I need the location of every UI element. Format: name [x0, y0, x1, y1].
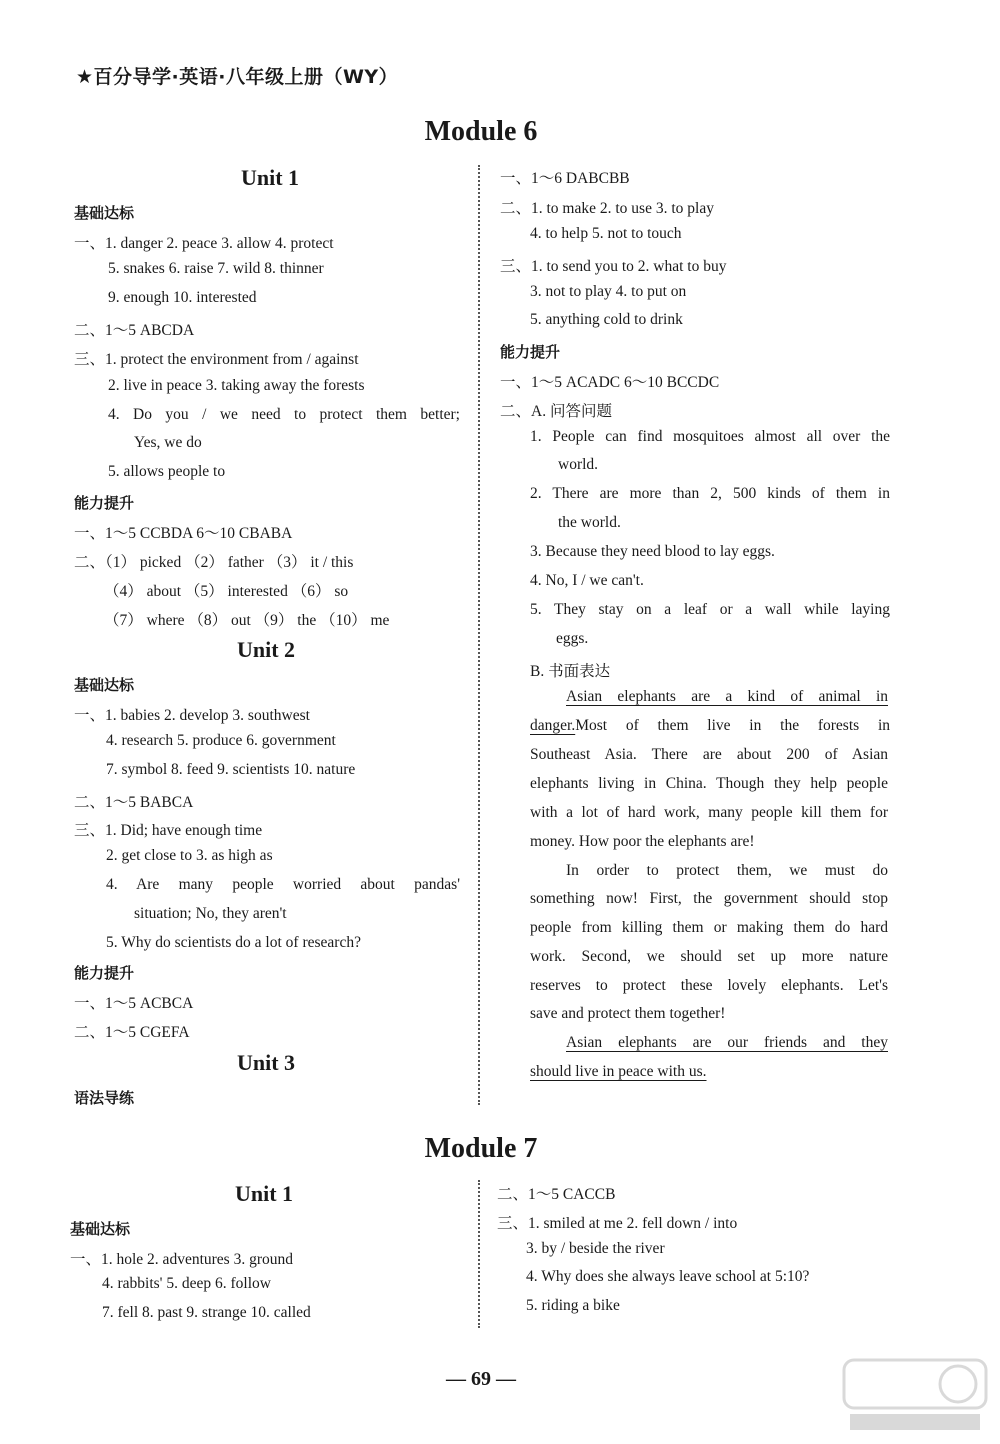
- answer-line: 一、1～5 CCBDA 6～10 CBABA: [74, 525, 293, 542]
- answer-line: 二、1～5 CGEFA: [74, 1024, 190, 1041]
- essay-line-split: [530, 717, 890, 735]
- answer-line: 4. research 5. produce 6. government: [106, 732, 336, 749]
- answer-line: 三、1. protect the environment from / against: [74, 351, 359, 368]
- answer-line: 二、A. 问答问题: [500, 403, 612, 420]
- page-number: — 69 —: [446, 1368, 516, 1390]
- answer-line: （4） about （5） interested （6） so: [104, 583, 349, 600]
- answer-line: 4. No, I / we can't.: [530, 572, 644, 589]
- answer-line: 4. Why does she always leave school at 5:10?: [526, 1268, 810, 1285]
- answer-line: 7. fell 8. past 9. strange 10. called: [102, 1304, 311, 1321]
- essay-line: people from killing them or making them do hard: [530, 919, 888, 936]
- essay-line: work. Second, we should set up more nature: [530, 948, 888, 965]
- essay-line: with a lot of hard work, many people kill them for: [530, 804, 888, 821]
- answer-line: 二、1. to make 2. to use 3. to play: [500, 200, 714, 217]
- answer-line: 9. enough 10. interested: [108, 289, 257, 306]
- watermark-logo-icon: [840, 1356, 990, 1436]
- section-basic: 基础达标: [74, 676, 135, 694]
- essay-line: save and protect them together!: [530, 1005, 726, 1022]
- essay-line: should live in peace with us.: [530, 1063, 707, 1080]
- answer-line: 2. get close to 3. as high as: [106, 847, 273, 864]
- unit-1-title: Unit 1: [240, 165, 300, 190]
- section-ability: 能力提升: [74, 494, 135, 512]
- answer-line: 二、1～5 BABCA: [74, 794, 194, 811]
- answer-line: 2. live in peace 3. taking away the forests: [108, 377, 365, 394]
- section-ability: 能力提升: [500, 343, 561, 361]
- answer-line: 7. symbol 8. feed 9. scientists 10. nature: [106, 761, 356, 778]
- section-basic: 基础达标: [74, 204, 135, 222]
- unit-1-title: Unit 1: [234, 1181, 294, 1206]
- answer-line: 一、1～6 DABCBB: [500, 170, 630, 187]
- essay-line: something now! First, the government should stop: [530, 890, 888, 907]
- answer-line: 5. They stay on a leaf or a wall while laying: [530, 601, 890, 618]
- section-basic: 基础达标: [70, 1220, 131, 1238]
- essay-line: money. How poor the elephants are!: [530, 833, 755, 850]
- answer-line: 一、1. babies 2. develop 3. southwest: [74, 707, 310, 724]
- essay-line: elephants living in China. Though they help people: [530, 775, 888, 792]
- answer-line: 一、1. danger 2. peace 3. allow 4. protect: [74, 235, 334, 252]
- column-divider: [478, 165, 480, 1105]
- answer-line: 二、（1） picked （2） father （3） it / this: [74, 554, 354, 571]
- answer-line: 二、1～5 ABCDA: [74, 322, 195, 339]
- module-6-title: Module 6: [424, 116, 538, 147]
- section-ability: 能力提升: [74, 964, 135, 982]
- section-grammar: 语法导练: [74, 1089, 135, 1107]
- answer-line: 5. Why do scientists do a lot of research?: [106, 934, 361, 951]
- answer-line: 5. allows people to: [108, 463, 226, 480]
- column-divider: [478, 1180, 480, 1328]
- answer-line: 2. There are more than 2, 500 kinds of them in: [530, 485, 890, 502]
- essay-line: reserves to protect these lovely elephants. Let's: [530, 977, 888, 994]
- answer-line: 4. Do you / we need to protect them better;: [108, 406, 460, 423]
- answer-line: 4. to help 5. not to touch: [530, 225, 682, 242]
- answer-line: B. 书面表达: [530, 663, 611, 680]
- answer-line: 一、1～5 ACBCA: [74, 995, 194, 1012]
- essay-line: In order to protect them, we must do: [566, 862, 888, 879]
- unit-2-title: Unit 2: [236, 637, 296, 662]
- answer-line: 三、1. smiled at me 2. fell down / into: [497, 1215, 738, 1232]
- answer-line: 一、1. hole 2. adventures 3. ground: [70, 1251, 293, 1268]
- answer-line: （7） where （8） out （9） the （10） me: [104, 612, 390, 629]
- answer-line: Yes, we do: [134, 434, 202, 451]
- answer-line: 1. People can find mosquitoes almost all over the: [530, 428, 890, 445]
- answer-line: 三、1. Did; have enough time: [74, 822, 263, 839]
- answer-line: 4. Are many people worried about pandas': [106, 876, 460, 893]
- module-7-title: Module 7: [424, 1133, 538, 1164]
- answer-line: world.: [558, 456, 599, 473]
- essay-line: Asian elephants are a kind of animal in: [566, 688, 888, 705]
- unit-3-title: Unit 3: [236, 1050, 296, 1075]
- essay-line: Southeast Asia. There are about 200 of Asian: [530, 746, 888, 763]
- essay-line: Asian elephants are our friends and they: [566, 1034, 888, 1051]
- essay-fragment: Most of them live in the forests in: [575, 717, 890, 734]
- answer-line: 二、1～5 CACCB: [497, 1186, 616, 1203]
- answer-line: 3. not to play 4. to put on: [530, 283, 687, 300]
- essay-underlined-fragment: danger.: [530, 717, 576, 734]
- answer-line: eggs.: [556, 630, 589, 647]
- answer-line: situation; No, they aren't: [134, 905, 287, 922]
- answer-line: 一、1～5 ACADC 6～10 BCCDC: [500, 374, 720, 391]
- answer-line: 3. Because they need blood to lay eggs.: [530, 543, 775, 560]
- answer-line: 4. rabbits' 5. deep 6. follow: [102, 1275, 271, 1292]
- answer-line: 5. snakes 6. raise 7. wild 8. thinner: [108, 260, 324, 277]
- answer-line: 5. anything cold to drink: [530, 311, 683, 328]
- answer-line: 5. riding a bike: [526, 1297, 620, 1314]
- answer-line: the world.: [558, 514, 621, 531]
- book-header: ★百分导学·英语·八年级上册（WY）: [76, 66, 399, 88]
- answer-line: 3. by / beside the river: [526, 1240, 665, 1257]
- answer-line: 三、1. to send you to 2. what to buy: [500, 258, 727, 275]
